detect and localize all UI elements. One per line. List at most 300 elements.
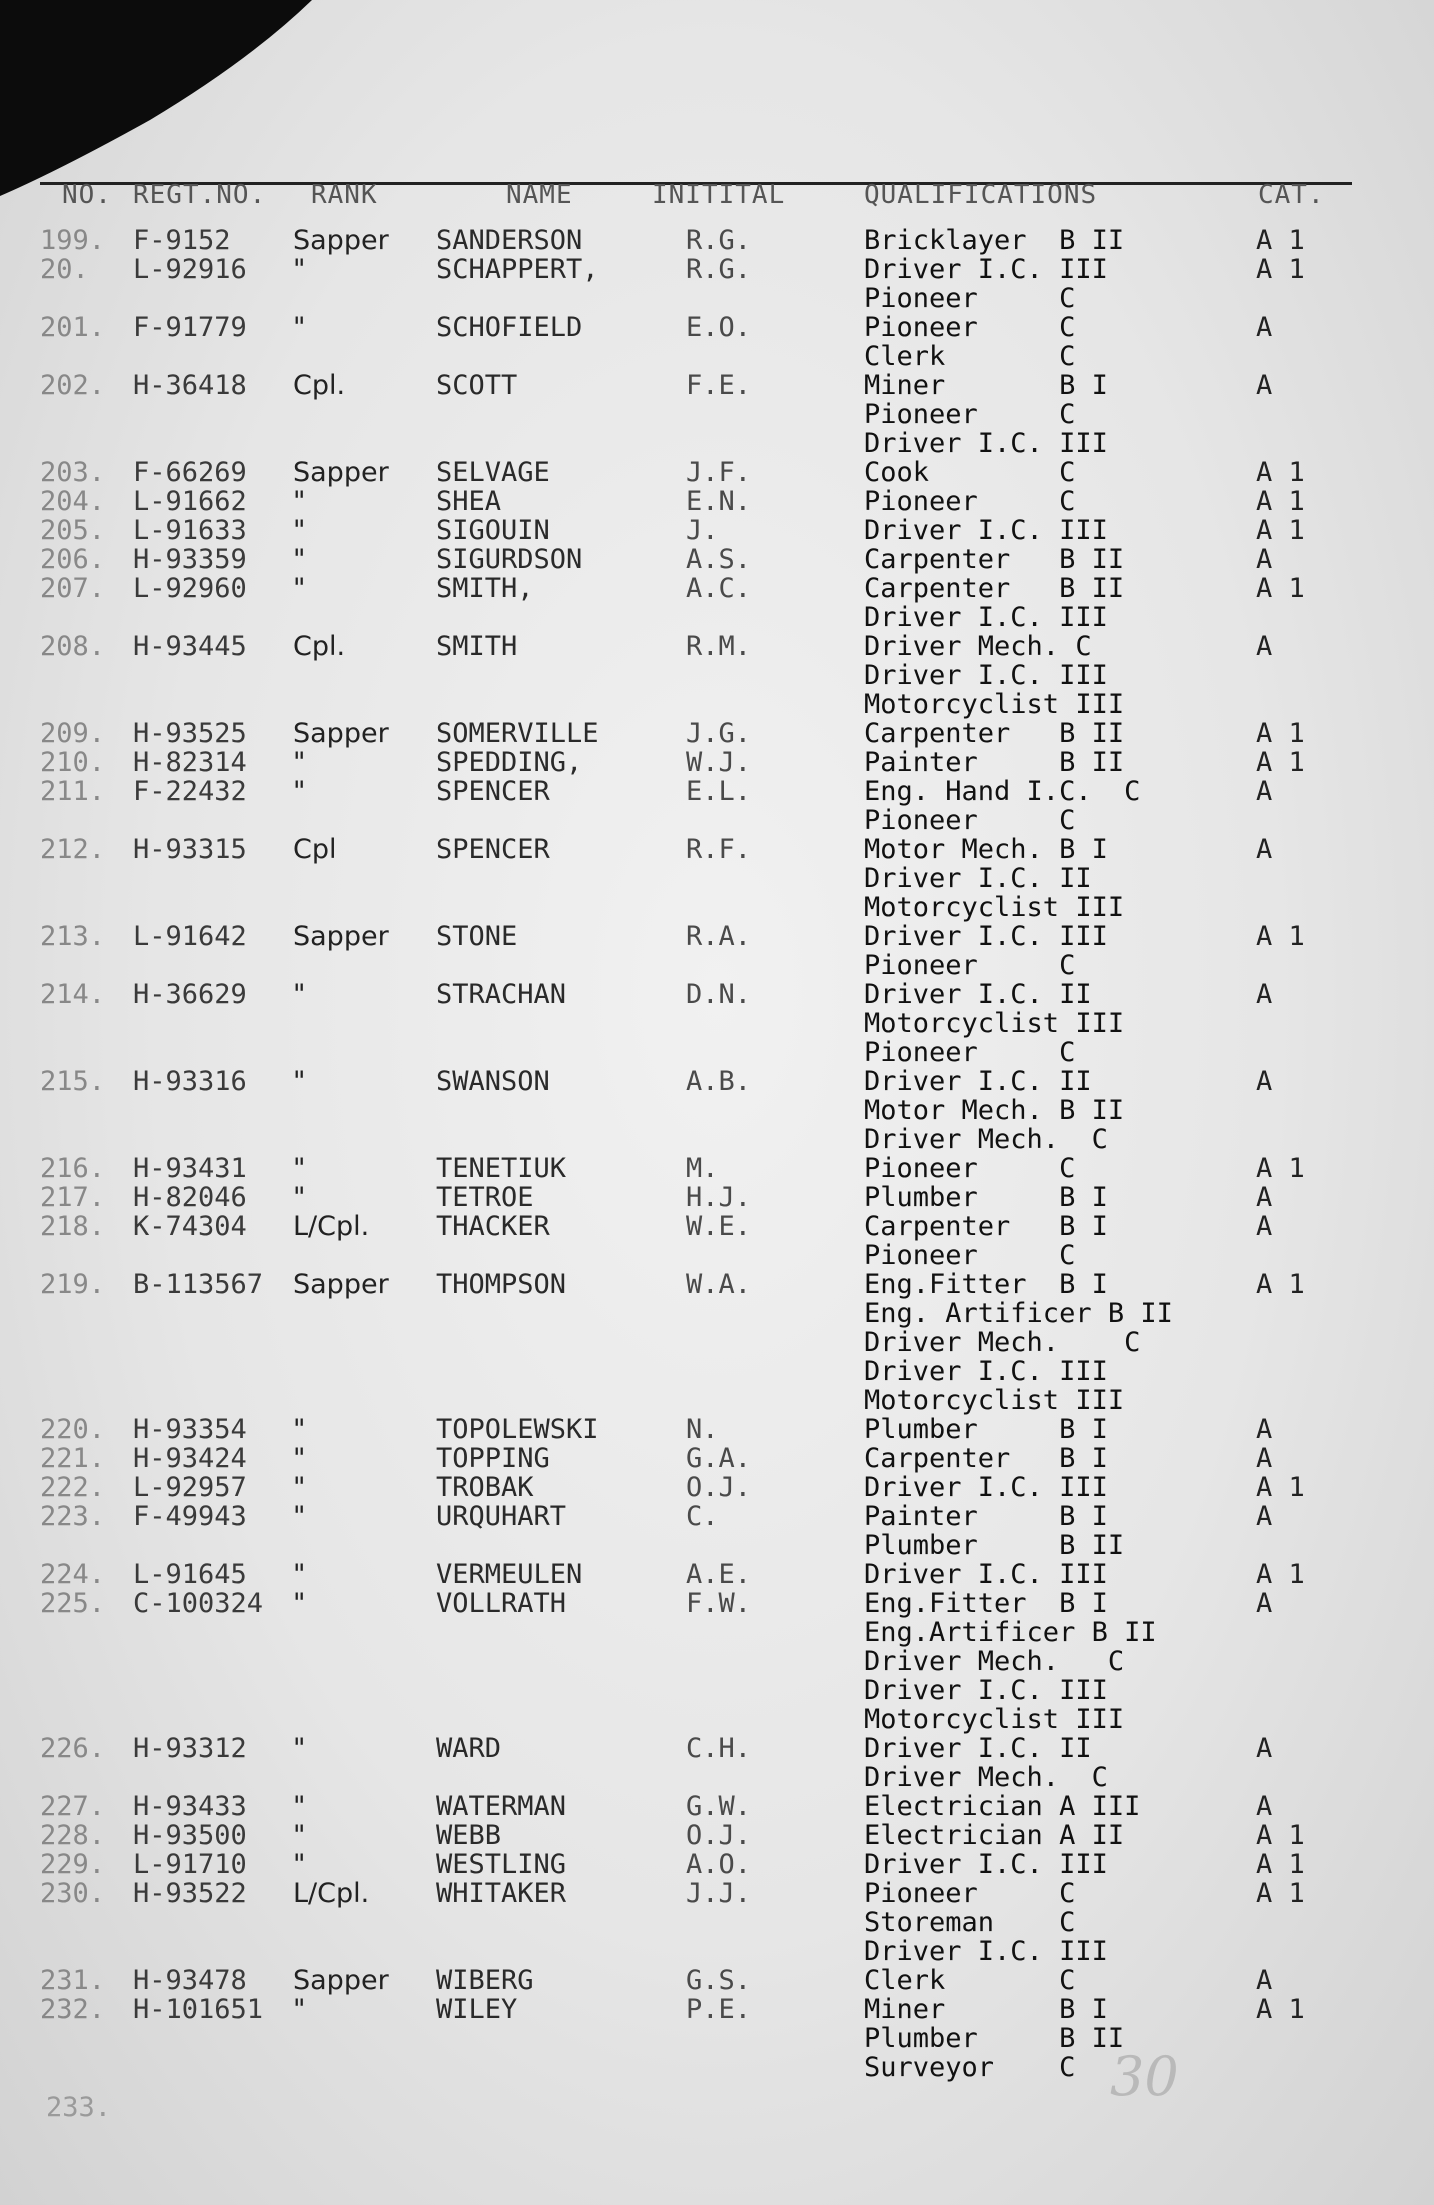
rank: " [293, 1733, 306, 1764]
initials: F.E. [686, 370, 752, 401]
regt-number: L-91642 [133, 921, 247, 952]
initials: N. [686, 1414, 719, 1445]
rank: " [293, 979, 306, 1010]
qualifications-list [864, 1270, 1173, 1415]
qualification: Driver I.C. III [864, 428, 1108, 459]
qualifications-list [864, 487, 1075, 516]
initials: W.E. [686, 1211, 752, 1242]
entry-number: 226. [40, 1733, 106, 1764]
qualification: Driver I.C. III [864, 1472, 1108, 1503]
surname: SPEDDING, [436, 747, 583, 778]
qualification: Painter B II [864, 747, 1125, 778]
regt-number: C-100324 [133, 1588, 264, 1619]
category: A [1256, 834, 1273, 865]
surname: SWANSON [436, 1066, 550, 1097]
surname: STRACHAN [436, 979, 567, 1010]
initials: R.G. [686, 225, 752, 256]
regt-number: K-74304 [133, 1211, 247, 1242]
initials: J.F. [686, 457, 752, 488]
category: A 1 [1256, 718, 1305, 749]
header-rank: RANK [311, 180, 378, 210]
regt-number: F-49943 [133, 1501, 247, 1532]
entry-number: 231. [40, 1965, 106, 1996]
rank: Sapper [293, 1965, 389, 1996]
surname: TENETIUK [436, 1153, 567, 1184]
surname: SCOTT [436, 370, 518, 401]
category: A [1256, 370, 1273, 401]
entry-number: 225. [40, 1588, 106, 1619]
entry-number: 214. [40, 979, 106, 1010]
entry-number: 213. [40, 921, 106, 952]
surname: TOPOLEWSKI [436, 1414, 599, 1445]
qualification: Electrician A III [864, 1791, 1141, 1822]
qualifications-list [864, 313, 1075, 371]
surname: THOMPSON [436, 1269, 567, 1300]
qualification: Eng.Fitter B I [864, 1269, 1108, 1300]
qualifications-list [864, 545, 1124, 574]
qualifications-list [864, 1067, 1124, 1154]
qualifications-list [864, 980, 1124, 1067]
category: A [1256, 1443, 1273, 1474]
surname: TETROE [436, 1182, 534, 1213]
entry-number: 223. [40, 1501, 106, 1532]
initials: R.A. [686, 921, 752, 952]
qualification: Eng.Artificer B II [864, 1617, 1157, 1648]
category: A [1256, 776, 1273, 807]
qualification: Driver I.C. II [864, 1066, 1092, 1097]
qualifications-list [864, 1154, 1075, 1183]
entry-number: 221. [40, 1443, 106, 1474]
entry-number: 209. [40, 718, 106, 749]
entry-number: 210. [40, 747, 106, 778]
rank: " [293, 1153, 306, 1184]
qualifications-list [864, 1212, 1108, 1270]
qualification: Motorcyclist III [864, 892, 1125, 923]
regt-number: H-93445 [133, 631, 247, 662]
initials: O.J. [686, 1820, 752, 1851]
surname: SIGOUIN [436, 515, 550, 546]
initials: A.O. [686, 1849, 752, 1880]
rank: " [293, 312, 306, 343]
initials: R.F. [686, 834, 752, 865]
header-qualifications: QUALIFICATIONS [864, 180, 1098, 210]
initials: H.J. [686, 1182, 752, 1213]
qualification: Pioneer C [864, 486, 1076, 517]
surname: SMITH [436, 631, 518, 662]
qualifications-list [864, 777, 1140, 835]
category: A 1 [1256, 515, 1305, 546]
category: A [1256, 979, 1273, 1010]
rank: Sapper [293, 225, 389, 256]
initials: A.B. [686, 1066, 752, 1097]
surname: WESTLING [436, 1849, 567, 1880]
surname: WIBERG [436, 1965, 534, 1996]
surname: SOMERVILLE [436, 718, 599, 749]
regt-number: L-91710 [133, 1849, 247, 1880]
initials: G.A. [686, 1443, 752, 1474]
entry-number: 219. [40, 1269, 106, 1300]
category: A 1 [1256, 1472, 1305, 1503]
regt-number: L-91633 [133, 515, 247, 546]
initials: E.L. [686, 776, 752, 807]
qualification: Eng. Hand I.C. C [864, 776, 1141, 807]
initials: J. [686, 515, 719, 546]
surname: WEBB [436, 1820, 502, 1851]
rank: " [293, 515, 306, 546]
surname: SHEA [436, 486, 502, 517]
rank: " [293, 544, 306, 575]
entry-number: 232. [40, 1994, 106, 2025]
initials: G.S. [686, 1965, 752, 1996]
regt-number: F-91779 [133, 312, 247, 343]
surname: SPENCER [436, 834, 550, 865]
category: A [1256, 1791, 1273, 1822]
qualification: Plumber B I [864, 1414, 1108, 1445]
qualification: Carpenter B II [864, 544, 1125, 575]
entry-number: 215. [40, 1066, 106, 1097]
entry-number: 217. [40, 1182, 106, 1213]
rank: Cpl. [293, 370, 346, 401]
initials: E.N. [686, 486, 752, 517]
rank: " [293, 1066, 306, 1097]
category: A [1256, 1414, 1273, 1445]
regt-number: L-92957 [133, 1472, 247, 1503]
category: A 1 [1256, 457, 1305, 488]
surname: WILEY [436, 1994, 518, 2025]
category: A 1 [1256, 1994, 1305, 2025]
regt-number: H-93354 [133, 1414, 247, 1445]
category: A [1256, 1588, 1273, 1619]
qualification: Pioneer C [864, 950, 1076, 981]
category: A [1256, 544, 1273, 575]
qualifications-list [864, 1183, 1108, 1212]
header-initial: INITITAL [652, 180, 786, 210]
qualification: Pioneer C [864, 1153, 1076, 1184]
category: A [1256, 1182, 1273, 1213]
surname: SELVAGE [436, 457, 550, 488]
rank: Cpl. [293, 631, 346, 662]
qualification: Driver I.C. II [864, 863, 1092, 894]
qualifications-list [864, 371, 1108, 458]
entry-number: 202. [40, 370, 106, 401]
qualifications-list [864, 719, 1124, 748]
category: A [1256, 631, 1273, 662]
surname: THACKER [436, 1211, 550, 1242]
regt-number: H-93433 [133, 1791, 247, 1822]
initials: A.S. [686, 544, 752, 575]
initials: F.W. [686, 1588, 752, 1619]
initials: D.N. [686, 979, 752, 1010]
qualification: Pioneer C [864, 1037, 1076, 1068]
qualification: Eng.Fitter B I [864, 1588, 1108, 1619]
qualification: Driver I.C. III [864, 254, 1108, 285]
entry-number: 205. [40, 515, 106, 546]
regt-number: H-93522 [133, 1878, 247, 1909]
entry-number: 206. [40, 544, 106, 575]
regt-number: L-91645 [133, 1559, 247, 1590]
surname: SCHOFIELD [436, 312, 583, 343]
qualification: Pioneer C [864, 283, 1076, 314]
qualification: Carpenter B II [864, 718, 1125, 749]
qualification: Pioneer C [864, 312, 1076, 343]
qualification: Clerk C [864, 1965, 1076, 1996]
initials: W.J. [686, 747, 752, 778]
entry-number: 220. [40, 1414, 106, 1445]
entry-number: 203. [40, 457, 106, 488]
rank: L/Cpl. [293, 1211, 370, 1242]
regt-number: H-93359 [133, 544, 247, 575]
qualifications-list [864, 255, 1108, 313]
regt-number: H-93500 [133, 1820, 247, 1851]
header-regt-no: REGT.NO. [133, 180, 267, 210]
surname: SCHAPPERT, [436, 254, 599, 285]
qualification: Surveyor C [864, 2052, 1076, 2083]
entry-number: 211. [40, 776, 106, 807]
qualification: Driver I.C. III [864, 1356, 1108, 1387]
qualification: Electrician A II [864, 1820, 1125, 1851]
qualifications-list [864, 1850, 1108, 1879]
regt-number: H-82046 [133, 1182, 247, 1213]
category: A [1256, 1965, 1273, 1996]
category: A [1256, 1733, 1273, 1764]
surname: TOPPING [436, 1443, 550, 1474]
regt-number: H-36629 [133, 979, 247, 1010]
category: A 1 [1256, 1269, 1305, 1300]
initials: J.J. [686, 1878, 752, 1909]
qualification: Clerk C [864, 341, 1076, 372]
regt-number: L-92960 [133, 573, 247, 604]
rank: " [293, 1994, 306, 2025]
qualifications-list [864, 1415, 1108, 1444]
qualification: Motor Mech. B I [864, 834, 1108, 865]
initials: E.O. [686, 312, 752, 343]
qualification: Pioneer C [864, 1240, 1076, 1271]
rank: Sapper [293, 921, 389, 952]
regt-number: F-22432 [133, 776, 247, 807]
qualifications-list [864, 1821, 1124, 1850]
regt-number: H-93312 [133, 1733, 247, 1764]
surname: TROBAK [436, 1472, 534, 1503]
qualification: Pioneer C [864, 399, 1076, 430]
category: A [1256, 1501, 1273, 1532]
qualification: Eng. Artificer B II [864, 1298, 1173, 1329]
qualification: Carpenter B II [864, 573, 1125, 604]
qualification: Motorcyclist III [864, 1704, 1125, 1735]
rank: " [293, 1443, 306, 1474]
qualification: Driver I.C. III [864, 515, 1108, 546]
qualification: Motorcyclist III [864, 1385, 1125, 1416]
entry-number: 227. [40, 1791, 106, 1822]
rank: " [293, 1472, 306, 1503]
surname: VERMEULEN [436, 1559, 583, 1590]
entry-number: 207. [40, 573, 106, 604]
surname: SANDERSON [436, 225, 583, 256]
regt-number: F-66269 [133, 457, 247, 488]
surname: WHITAKER [436, 1878, 567, 1909]
qualification: Cook C [864, 457, 1076, 488]
regt-number: B-113567 [133, 1269, 264, 1300]
qualifications-list [864, 226, 1124, 255]
surname: URQUHART [436, 1501, 567, 1532]
qualification: Motorcyclist III [864, 1008, 1125, 1039]
regt-number: H-36418 [133, 370, 247, 401]
qualification: Plumber B II [864, 2023, 1125, 2054]
qualifications-list [864, 1995, 1124, 2082]
category: A 1 [1256, 921, 1305, 952]
qualifications-list [864, 922, 1108, 980]
qualification: Driver I.C. III [864, 1849, 1108, 1880]
qualifications-list [864, 1502, 1124, 1560]
surname: STONE [436, 921, 518, 952]
qualifications-list [864, 835, 1124, 922]
qualifications-list [864, 1792, 1140, 1821]
header-no: NO. [62, 180, 112, 210]
qualifications-list [864, 1734, 1108, 1792]
pencil-annotation: 30 [1110, 2045, 1179, 2108]
qualification: Driver Mech. C [864, 1646, 1125, 1677]
category: A [1256, 1211, 1273, 1242]
category: A 1 [1256, 747, 1305, 778]
qualifications-list [864, 632, 1124, 719]
category: A 1 [1256, 573, 1305, 604]
category: A 1 [1256, 486, 1305, 517]
qualifications-list [864, 458, 1075, 487]
qualifications-list [864, 1560, 1108, 1589]
category: A 1 [1256, 1153, 1305, 1184]
regt-number: H-93525 [133, 718, 247, 749]
qualification: Bricklayer B II [864, 225, 1125, 256]
regt-number: H-93478 [133, 1965, 247, 1996]
entry-number: 204. [40, 486, 106, 517]
qualification: Miner B I [864, 370, 1108, 401]
entry-number: 212. [40, 834, 106, 865]
initials: O.J. [686, 1472, 752, 1503]
qualifications-list [864, 1879, 1108, 1966]
qualifications-list [864, 574, 1124, 632]
category: A 1 [1256, 1820, 1305, 1851]
rank: " [293, 1559, 306, 1590]
qualification: Driver I.C. II [864, 1733, 1092, 1764]
qualification: Carpenter B I [864, 1211, 1108, 1242]
qualification: Miner B I [864, 1994, 1108, 2025]
entry-number: 199. [40, 225, 106, 256]
surname: SPENCER [436, 776, 550, 807]
surname: VOLLRATH [436, 1588, 567, 1619]
qualification: Driver I.C. III [864, 1675, 1108, 1706]
initials: J.G. [686, 718, 752, 749]
category: A 1 [1256, 1559, 1305, 1590]
regt-number: H-82314 [133, 747, 247, 778]
initials: R.M. [686, 631, 752, 662]
qualification: Carpenter B I [864, 1443, 1108, 1474]
header-name: NAME [506, 180, 573, 210]
qualification: Driver I.C. III [864, 1559, 1108, 1590]
entry-number: 224. [40, 1559, 106, 1590]
qualification: Driver I.C. II [864, 979, 1092, 1010]
entry-number: 218. [40, 1211, 106, 1242]
initials: W.A. [686, 1269, 752, 1300]
qualification: Pioneer C [864, 805, 1076, 836]
initials: A.E. [686, 1559, 752, 1590]
rank: " [293, 1791, 306, 1822]
qualification: Pioneer C [864, 1878, 1076, 1909]
rank: L/Cpl. [293, 1878, 370, 1909]
qualifications-list [864, 1966, 1075, 1995]
regt-number: L-91662 [133, 486, 247, 517]
qualification: Driver I.C. III [864, 602, 1108, 633]
category: A [1256, 312, 1273, 343]
rank: " [293, 1849, 306, 1880]
qualification: Painter B I [864, 1501, 1108, 1532]
rank: " [293, 1588, 306, 1619]
category: A 1 [1256, 1878, 1305, 1909]
entry-number: 228. [40, 1820, 106, 1851]
initials: C.H. [686, 1733, 752, 1764]
rank: " [293, 776, 306, 807]
qualification: Driver I.C. III [864, 921, 1108, 952]
qualification: Driver Mech. C [864, 1762, 1108, 1793]
rank: " [293, 486, 306, 517]
header-cat: CAT. [1258, 180, 1325, 210]
surname: WATERMAN [436, 1791, 567, 1822]
regt-number: H-101651 [133, 1994, 264, 2025]
surname: WARD [436, 1733, 502, 1764]
qualification: Motorcyclist III [864, 689, 1125, 720]
qualification: Driver Mech. C [864, 1327, 1141, 1358]
entry-number: 201. [40, 312, 106, 343]
initials: G.W. [686, 1791, 752, 1822]
qualification: Driver Mech. C [864, 1124, 1108, 1155]
regt-number: H-93424 [133, 1443, 247, 1474]
qualification: Driver I.C. III [864, 1936, 1108, 1967]
surname: SMITH, [436, 573, 534, 604]
qualification: Driver Mech. C [864, 631, 1092, 662]
entry-number: 230. [40, 1878, 106, 1909]
initials: M. [686, 1153, 719, 1184]
category: A [1256, 1066, 1273, 1097]
entry-number: 20. [40, 254, 89, 285]
qualification: Motor Mech. B II [864, 1095, 1125, 1126]
entry-number: 208. [40, 631, 106, 662]
qualifications-list [864, 516, 1108, 545]
regt-number: H-93315 [133, 834, 247, 865]
qualifications-list [864, 1473, 1108, 1502]
rank: " [293, 1820, 306, 1851]
qualifications-list [864, 1589, 1157, 1734]
qualifications-list [864, 1444, 1108, 1473]
initials: A.C. [686, 573, 752, 604]
qualification: Plumber B II [864, 1530, 1125, 1561]
rank: Sapper [293, 718, 389, 749]
qualifications-list [864, 748, 1124, 777]
rank: " [293, 254, 306, 285]
rank: " [293, 1182, 306, 1213]
surname: SIGURDSON [436, 544, 583, 575]
regt-number: H-93316 [133, 1066, 247, 1097]
initials: P.E. [686, 1994, 752, 2025]
category: A 1 [1256, 1849, 1305, 1880]
regt-number: L-92916 [133, 254, 247, 285]
entry-number: 216. [40, 1153, 106, 1184]
rank: " [293, 1414, 306, 1445]
initials: C. [686, 1501, 719, 1532]
category: A 1 [1256, 254, 1305, 285]
rank: Cpl [293, 834, 337, 865]
qualification: Plumber B I [864, 1182, 1108, 1213]
rank: " [293, 573, 306, 604]
category: A 1 [1256, 225, 1305, 256]
rank: " [293, 747, 306, 778]
